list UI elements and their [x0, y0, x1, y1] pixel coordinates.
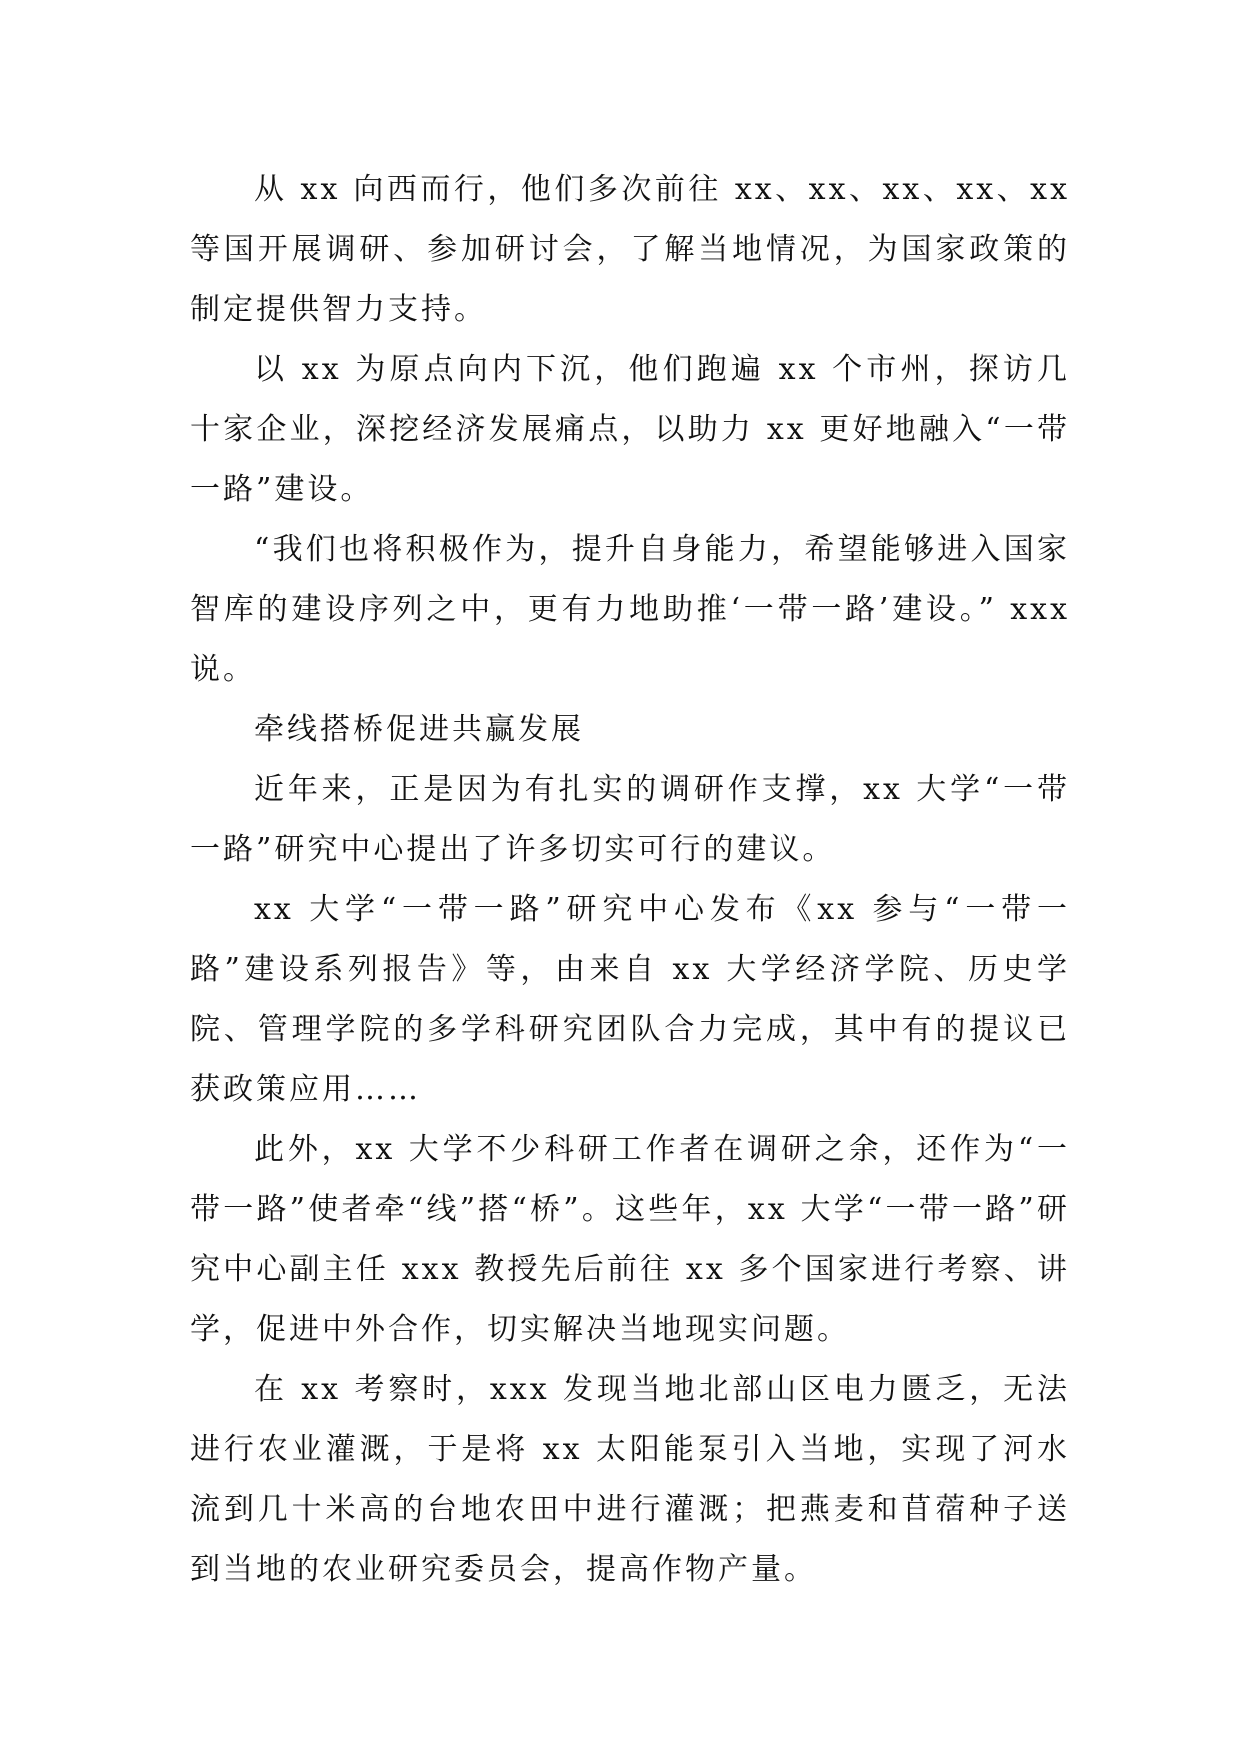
- paragraph-8: 在 xx 考察时，xxx 发现当地北部山区电力匮乏，无法进行农业灌溉，于是将 xx 太阳能泵引入当地，实现了河水流到几十米高的台地农田中进行灌溉；把燕麦和苜蓿种子送到当地的农业研究委员会，提高作物产量。: [190, 1372, 1070, 1587]
- document-body: [190, 160, 1070, 1600]
- section-heading: 牵线搭桥促进共赢发展: [254, 712, 584, 747]
- paragraph-6: xx 大学“一带一路”研究中心发布《xx 参与“一带一路”建设系列报告》等，由来自 xx 大学经济学院、历史学院、管理学院的多学科研究团队合力完成，其中有的提议已获政策应用……: [190, 892, 1070, 1107]
- paragraph-5: 近年来，正是因为有扎实的调研作支撑，xx 大学“一带一路”研究中心提出了许多切实可行的建议。: [190, 772, 1070, 867]
- paragraph-7: 此外，xx 大学不少科研工作者在调研之余，还作为“一带一路”使者牵“线”搭“桥”。这些年，xx 大学“一带一路”研究中心副主任 xxx 教授先后前往 xx 多个国家进行考察、讲学，促进中外合作，切实解决当地现实问题。: [190, 1132, 1070, 1347]
- paragraph-1: 从 xx 向西而行，他们多次前往 xx、xx、xx、xx、xx 等国开展调研、参加研讨会，了解当地情况，为国家政策的制定提供智力支持。: [190, 172, 1070, 327]
- paragraph-3-quote: “我们也将积极作为，提升自身能力，希望能够进入国家智库的建设序列之中，更有力地助推‘一带一路’建设。” xxx 说。: [190, 532, 1070, 687]
- paragraph-2: 以 xx 为原点向内下沉，他们跑遍 xx 个市州，探访几十家企业，深挖经济发展痛点，以助力 xx 更好地融入“一带一路”建设。: [190, 352, 1070, 507]
